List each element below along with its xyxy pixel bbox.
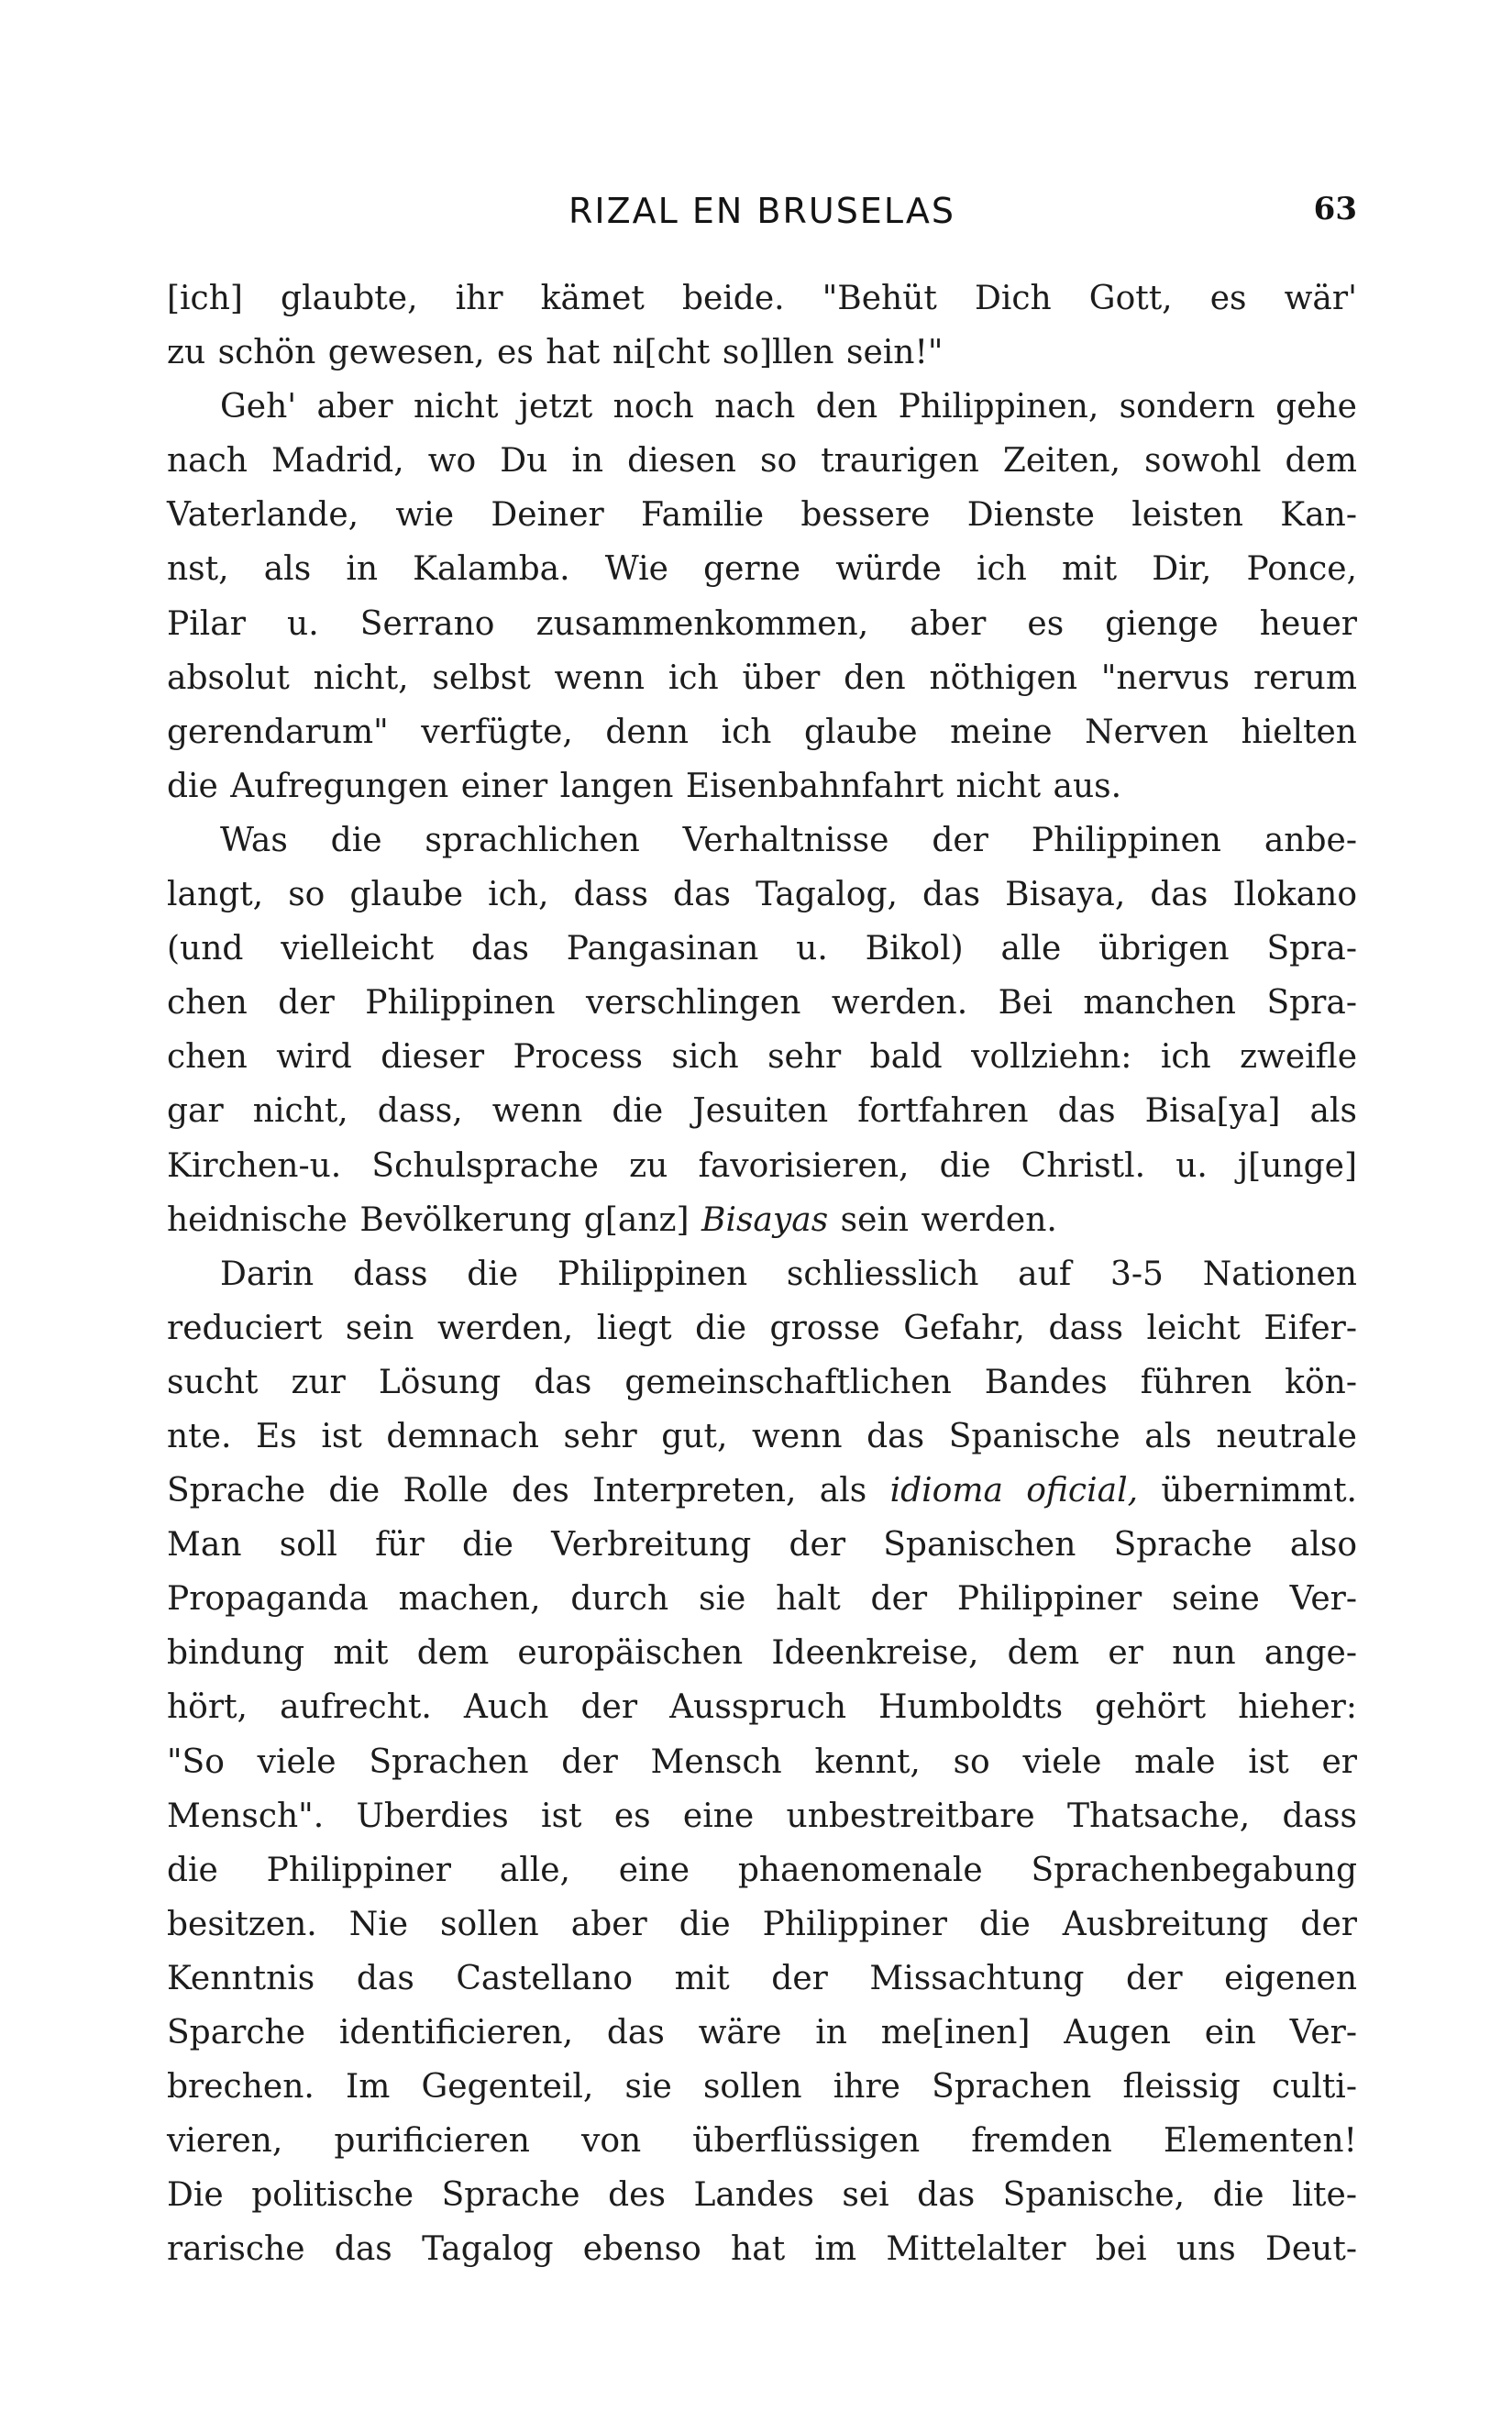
text-run: Sprache die Rolle des Interpreten, als xyxy=(167,1472,890,1510)
text-line: Darin dass die Philippinen schliesslich auf 3-5 Nationen xyxy=(220,1255,1357,1293)
text-line: sucht zur Lösung das gemeinschaftlichen Bandes führen kön- xyxy=(167,1363,1357,1401)
text-line: Geh' aber nicht jetzt noch nach den Philippinen, sondern gehe xyxy=(220,388,1357,426)
text-line: reduciert sein werden, liegt die grosse Gefahr, dass leicht Eifer- xyxy=(167,1309,1357,1347)
text-line: besitzen. Nie sollen aber die Philippiner die Ausbreitung der xyxy=(167,1905,1357,1943)
text-line: brechen. Im Gegenteil, sie sollen ihre Sprachen fleissig culti- xyxy=(167,2068,1357,2107)
text-line: Pilar u. Serrano zusammenkommen, aber es gienge heuer xyxy=(167,604,1357,643)
text-line: nte. Es ist demnach sehr gut, wenn das Spanische als neutrale xyxy=(167,1417,1357,1455)
text-line: "So viele Sprachen der Mensch kennt, so viele male ist er xyxy=(167,1742,1357,1781)
text-line: Kenntnis das Castellano mit der Missachtung der eigenen xyxy=(167,1959,1357,1997)
text-line: absolut nicht, selbst wenn ich über den nöthigen "nervus rerum xyxy=(167,658,1357,697)
running-title: RIZAL EN BRUSELAS xyxy=(568,191,955,231)
text-line xyxy=(167,1193,1357,1247)
text-line: die Philippiner alle, eine phaenomenale Sprachenbegabung xyxy=(167,1851,1357,1889)
text-line: [ich] glaubte, ihr kämet beide. "Behüt Dich Gott, es wär' xyxy=(167,280,1357,317)
text-line: vieren, purificieren von überflüssigen fremden Elementen! xyxy=(167,2122,1357,2161)
text-line: Die politische Sprache des Landes sei das Spanische, die lite- xyxy=(167,2176,1357,2215)
text-line xyxy=(167,1464,1357,1518)
text-line: Mensch". Uberdies ist es eine unbestreitbare Thatsache, dass xyxy=(167,1797,1357,1835)
running-head xyxy=(167,191,1357,246)
text-line: chen der Philippinen verschlingen werden. Bei manchen Spra- xyxy=(167,984,1357,1023)
text-line: gerendarum" verfügte, denn ich glaube meine Nerven hielten xyxy=(167,713,1357,751)
text-line: Propaganda machen, durch sie halt der Philippiner seine Ver- xyxy=(167,1580,1357,1619)
text-line: Kirchen-u. Schulsprache zu favorisieren, die Christl. u. j[unge] xyxy=(167,1146,1357,1185)
text-line: nst, als in Kalamba. Wie gerne würde ich mit Dir, Ponce, xyxy=(167,550,1357,589)
text-run: heidnische Bevölkerung g[anz] xyxy=(167,1200,701,1239)
text-line: die Aufregungen einer langen Eisenbahnfahrt nicht aus. xyxy=(167,767,1122,805)
text-line: Man soll für die Verbreitung der Spanischen Sprache also xyxy=(167,1526,1357,1565)
page-number: 63 xyxy=(1313,191,1357,227)
text-line: langt, so glaube ich, dass das Tagalog, das Bisaya, das Ilokano xyxy=(167,876,1357,914)
text-line: bindung mit dem europäischen Ideenkreise, dem er nun ange- xyxy=(167,1634,1357,1673)
text-line: Vaterlande, wie Deiner Familie bessere Dienste leisten Kan- xyxy=(167,496,1357,535)
text-line: rarische das Tagalog ebenso hat im Mittelalter bei uns Deut- xyxy=(167,2230,1357,2269)
text-run: sein werden. xyxy=(828,1200,1057,1239)
text-line: hört, aufrecht. Auch der Ausspruch Humboldts gehört hieher: xyxy=(167,1688,1357,1727)
body-text xyxy=(167,271,1357,2276)
text-line: Sparche identificieren, das wäre in me[inen] Augen ein Ver- xyxy=(167,2014,1357,2052)
italic-text-run: Bisayas xyxy=(701,1200,829,1239)
italic-text-run: idioma oficial, xyxy=(889,1472,1139,1510)
text-line: Was die sprachlichen Verhaltnisse der Philippinen anbe- xyxy=(220,821,1357,859)
text-line: nach Madrid, wo Du in diesen so traurigen Zeiten, sowohl dem xyxy=(167,442,1357,481)
text-run: übernimmt. xyxy=(1138,1472,1357,1510)
text-line: zu schön gewesen, es hat ni[cht so]llen sein!" xyxy=(167,334,944,372)
text-line: gar nicht, dass, wenn die Jesuiten fortfahren das Bisa[ya] als xyxy=(167,1092,1357,1131)
text-line: chen wird dieser Process sich sehr bald vollziehn: ich zweifle xyxy=(167,1038,1357,1077)
text-line: (und vielleicht das Pangasinan u. Bikol) alle übrigen Spra- xyxy=(167,930,1357,968)
